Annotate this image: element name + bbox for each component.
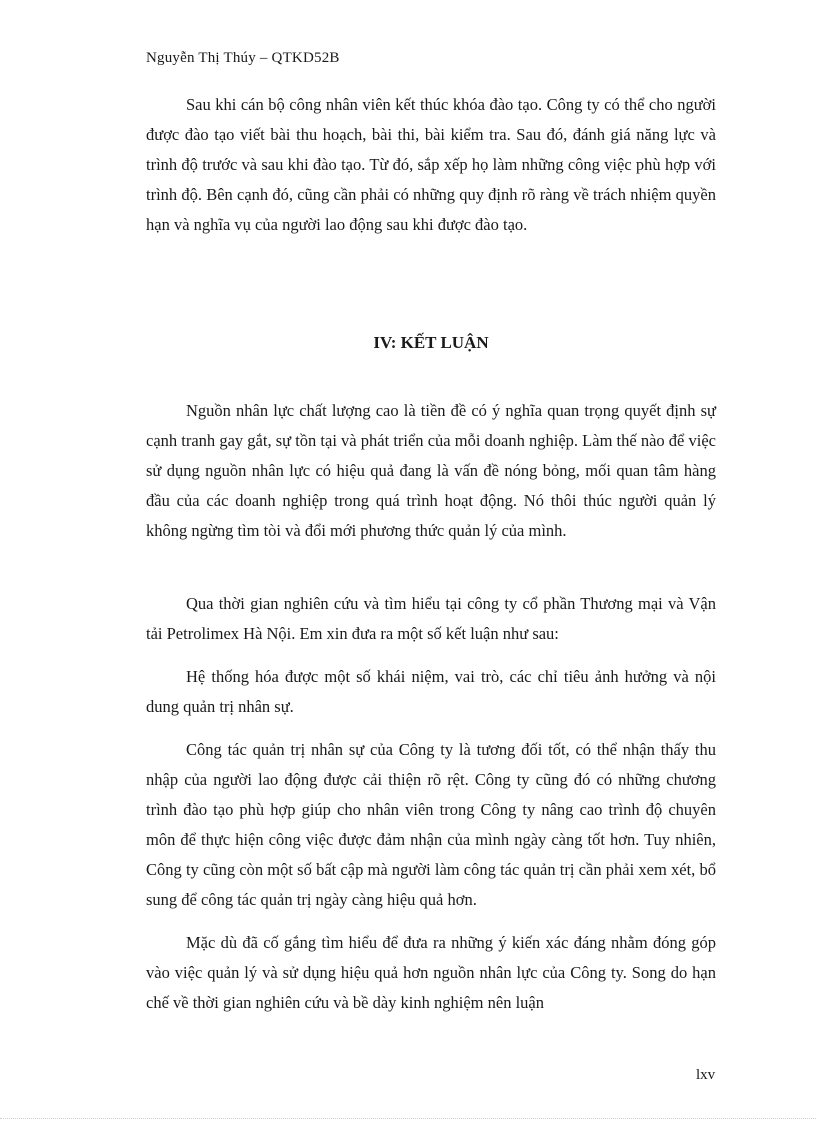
page-header-author: Nguyễn Thị Thúy – QTKD52B xyxy=(146,50,340,66)
page-bottom-divider xyxy=(0,1118,816,1119)
paragraph-systematization: Hệ thống hóa được một số khái niệm, vai trò, các chỉ tiêu ảnh hưởng và nội dung quản trị nhân sự. xyxy=(146,667,716,716)
paragraph-research-company: Qua thời gian nghiên cứu và tìm hiểu tại công ty cổ phần Thương mại và Vận tải Petrolimex Hà Nội. Em xin đưa ra một số kết luận như sau: xyxy=(146,594,716,643)
page-number: lxv xyxy=(696,1067,716,1083)
paragraph-conclusion-intro: Nguồn nhân lực chất lượng cao là tiền đề có ý nghĩa quan trọng quyết định sự cạnh tranh gay gắt, sự tồn tại và phát triển của mỗi doanh nghiệp. Làm thế nào để việc sử dụng nguồn nhân lực có hiệu quả đang là vấn đề nóng bỏng, mối quan tâm hàng đầu của các doanh nghiệp trong quá trình hoạt động. Nó thôi thúc người quản lý không ngừng tìm tòi và đổi mới phương thức quản lý của mình. xyxy=(146,401,716,540)
paragraph-training-evaluation: Sau khi cán bộ công nhân viên kết thúc khóa đào tạo. Công ty có thể cho người được đào tạo viết bài thu hoạch, bài thi, bài kiểm tra. Sau đó, đánh giá năng lực và trình độ trước và sau khi đào tạo. Từ đó, sắp xếp họ làm những công việc phù hợp với trình độ. Bên cạnh đó, cũng cần phải có những quy định rõ ràng về trách nhiệm quyền hạn và nghĩa vụ của người lao động sau khi được đào tạo. xyxy=(146,95,716,234)
paragraph-hr-assessment: Công tác quản trị nhân sự của Công ty là tương đối tốt, có thể nhận thấy thu nhập của người lao động được cải thiện rõ rệt. Công ty cũng đó có những chương trình đào tạo phù hợp giúp cho nhân viên trong Công ty nâng cao trình độ chuyên môn để thực hiện công việc được đảm nhận của mình ngày càng tốt hơn. Tuy nhiên, Công ty cũng còn một số bất cập mà người làm công tác quản trị cần phải xem xét, bổ sung để công tác quản trị ngày càng hiệu quả hơn. xyxy=(146,740,716,909)
section-heading-conclusion: IV: KẾT LUẬN xyxy=(373,333,489,352)
paragraph-limitations: Mặc dù đã cố gắng tìm hiểu để đưa ra những ý kiến xác đáng nhằm đóng góp vào việc quản lý và sử dụng hiệu quả hơn nguồn nhân lực của Công ty. Song do hạn chế về thời gian nghiên cứu và bề dày kinh nghiệm nên luận xyxy=(146,933,716,1012)
